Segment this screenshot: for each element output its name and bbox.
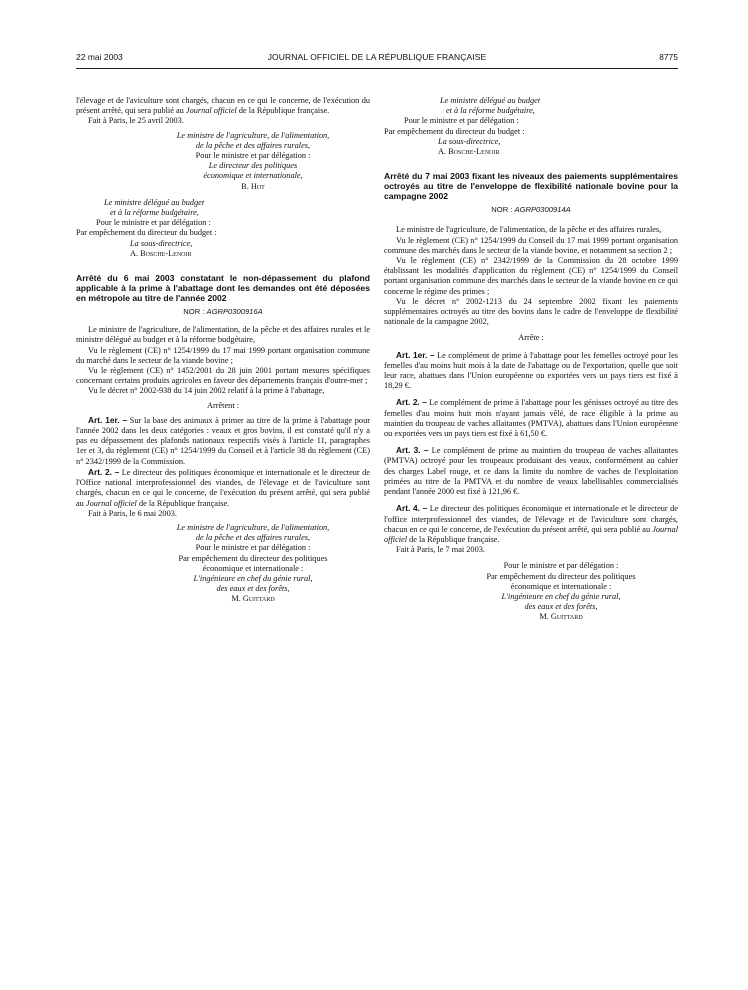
signing-date: Fait à Paris, le 25 avril 2003. (88, 116, 184, 126)
text-line: Art. 2. – (396, 397, 427, 408)
signature-block (384, 96, 678, 157)
text-line: Par empêchement du directeur du budget : (76, 228, 217, 238)
left-column (76, 96, 370, 605)
signatory-name: B. Hot (241, 181, 265, 191)
signature-block (76, 523, 370, 605)
preamble: Le ministre de l'agriculture, de l'alimentation, de la pêche et des affaires rurales et le ministre délégué au budget et à la réforme budgétaire, (76, 325, 370, 345)
article-2 (384, 397, 678, 439)
nor-reference (76, 307, 370, 317)
signature-block (76, 131, 370, 192)
text-line: l'élevage et de l'aviculture sont chargés, chacun en ce qui le concerne, de l'exécution du présent arrêté, qui sera publié au (76, 96, 370, 116)
signatory-name: A. Bosche-Lenoir (438, 147, 500, 157)
arrete-heading: Arrête : (518, 333, 544, 343)
text-line: et à la réforme budgétaire, (110, 208, 199, 218)
article-3 (384, 445, 678, 497)
text-line: Pour le ministre et par délégation : (503, 561, 619, 571)
text-line: Pour le ministre et par délégation : (195, 543, 311, 553)
signatory-name: M. Guittard (539, 612, 583, 622)
text-line: Journal officiel (85, 498, 137, 508)
text-line: économique et internationale : (202, 563, 304, 573)
page-number: 8775 (659, 52, 678, 62)
nor-reference (384, 205, 678, 215)
text-line: Par empêchement du directeur du budget : (384, 126, 525, 136)
text-line: économique et internationale : (510, 581, 612, 591)
visa: Vu le décret n° 2002-1213 du 24 septembre 2002 fixant les paiements supplémentaires octroyés au titre des bovins dans le cadre de l'enveloppe de flexibilité nationale de la campagne 2002, (384, 296, 678, 327)
signing-date: Fait à Paris, le 7 mai 2003. (396, 545, 485, 555)
text-line: Art. 3. – (396, 445, 429, 456)
header-date: 22 mai 2003 (76, 52, 123, 62)
decree-heading: Arrêté du 7 mai 2003 fixant les niveaux des paiements supplémentaires octroyés au titre de l'enveloppe de flexibilité nationale bovine pour la campagne 2002 (384, 171, 678, 202)
visa: Vu le décret n° 2002-938 du 14 juin 2002 relatif à la prime à l'abattage, (88, 386, 325, 396)
text-line: Art. 4. – (396, 503, 428, 514)
visa: Vu le règlement (CE) n° 2342/1999 de la Commission du 28 octobre 1999 établissant les modalités d'application du règlement (CE) n° 1254/1999 du Conseil portant organisation commune des marchés dans le secteur de la viande bovine en ce qui concerne le régime des primes ; (384, 256, 678, 296)
preamble: Le ministre de l'agriculture, de l'alimentation, de la pêche et des affaires rurales, (396, 225, 662, 235)
text-line: La sous-directrice, (130, 238, 193, 248)
visa: Vu le règlement (CE) n° 1254/1999 du 17 mai 1999 portant organisation commune du marché dans le secteur de la viande bovine ; (76, 345, 370, 365)
text-line: de la République française. (238, 106, 330, 116)
text-line: Art. 2. – (88, 466, 120, 477)
text-line: Le directeur des politiques économique et internationale et le directeur de l'Office national interprofessionnel des viandes, de l'élevage et de l'aviculture sont chargés, chacun en ce qui le concerne, de l'exécution du présent arrêté, qui sera publié au (76, 467, 370, 508)
text-line: Le directeur des politiques économique et internationale et le directeur de l'office interprofessionnel des viandes, de l'élevage et de l'aviculture sont chargés, chacun en ce qui le concerne, de l'exécution du présent arrêté, qui sera publié au (384, 504, 678, 534)
article-4 (384, 503, 678, 545)
text-line: L'ingénieure en chef du génie rural, (501, 591, 621, 601)
text-line: Journal officiel (384, 524, 679, 544)
text-line: Le complément de prime au maintien du troupeau de vaches allaitantes (PMTVA) octroyé pour les troupeaux produisant des veaux, conformément au cahier des charges Label rouge, et ce dans la limite du nombre de vaches de l'exploitation primées au titre de la PMTVA et du nombre de veaux labellisables commercialisés pendant l'année 2000 est fixé à 121,96 €. (384, 446, 678, 497)
text-line: Art. 1er. – (396, 349, 435, 360)
text-line: Le ministre délégué au budget (440, 96, 541, 105)
continued-paragraph (76, 96, 370, 116)
text-line: L'ingénieure en chef du génie rural, (193, 573, 313, 583)
text-line: de la République française. (138, 498, 230, 508)
text-line: économique et internationale, (203, 171, 303, 181)
text-line: de la République française. (409, 534, 500, 544)
signatory-name: M. Guittard (231, 594, 275, 604)
text-line: Journal officiel (185, 106, 237, 116)
text-line: AGRP0300916A (206, 307, 263, 317)
signing-date: Fait à Paris, le 6 mai 2003. (88, 508, 177, 518)
arretent-heading: Arrêtent : (206, 400, 240, 410)
text-line: de la pêche et des affaires rurales, (195, 533, 311, 543)
signature-block (76, 198, 370, 259)
decree-heading: Arrêté du 6 mai 2003 constatant le non-dépassement du plafond applicable à la prime à l'abattage dont les demandes ont été déposées en métropole au titre de l'année 2002 (76, 273, 370, 304)
text-line: AGRP0300914A (514, 205, 571, 215)
text-line: Le directeur des politiques (208, 161, 298, 171)
text-line: Pour le ministre et par délégation : (404, 116, 519, 126)
journal-title: JOURNAL OFFICIEL DE LA RÉPUBLIQUE FRANÇAISE (267, 52, 487, 62)
text-line: NOR : (491, 205, 513, 215)
text-line: des eaux et des forêts, (216, 584, 290, 594)
article-2 (76, 467, 370, 509)
text-line: Art. 1er. – (88, 414, 128, 425)
right-column (384, 96, 678, 623)
text-line: Pour le ministre et par délégation : (195, 151, 311, 161)
article-1 (76, 415, 370, 467)
signatory-name: A. Bosche-Lenoir (130, 248, 192, 258)
text-line: La sous-directrice, (438, 136, 501, 146)
text-line: Par empêchement du directeur des politiques (486, 571, 636, 581)
text-line: Le ministre délégué au budget (104, 197, 205, 207)
visa: Vu le règlement (CE) n° 1254/1999 du Conseil du 17 mai 1999 portant organisation commune des marchés dans le secteur de la viande bovine, et notamment sa section 2 ; (384, 235, 678, 255)
text-line: Le ministre de l'agriculture, de l'alimentation, (176, 130, 330, 140)
text-line: Par empêchement du directeur des politiques (178, 553, 328, 563)
text-line: Pour le ministre et par délégation : (96, 218, 211, 228)
visa: Vu le règlement (CE) n° 1452/2001 du 28 juin 2001 portant mesures spécifiques concernant certains produits agricoles en faveur des départements français d'outre-mer ; (76, 366, 370, 386)
text-line: Le ministre de l'agriculture, de l'alimentation, (176, 522, 330, 532)
header-rule (76, 68, 678, 69)
text-line: de la pêche et des affaires rurales, (195, 140, 311, 150)
text-line: des eaux et des forêts, (524, 602, 598, 612)
text-line: Le complément de prime à l'abattage pour les femelles octroyé pour les femelles d'au moins huit mois à la date de l'abattage ou de l'exportation, quelle que soit leur race, abattues dans l'Union européenne ou exportées vers un pays tiers est fixé à 18,29 €. (384, 350, 678, 391)
signature-block (384, 561, 678, 622)
running-header (76, 52, 678, 66)
text-line: Sur la base des animaux à primer au titre de la prime à l'abattage pour l'année 2002 dans les deux catégories : veaux et gros bovins, il est constaté qu'il n'y a pas eu dépassement des plafonds nationaux respectifs visés à l'article 11, paragraphes 1er et 3, du règlement (CE) n° 1254/1999 du Conseil et à l'article 38 du règlement (CE) n° 2342/1999 de la Commission. (76, 415, 370, 466)
article-1 (384, 350, 678, 392)
text-line: NOR : (183, 307, 205, 317)
text-line: et à la réforme budgétaire, (446, 106, 535, 116)
text-line: Le complément de prime à l'abattage pour les génisses octroyé au titre des femelles d'au moins huit mois n'ayant jamais vêlé, de race éligible à la prime au maintien du troupeau de vaches allaitantes (PMTVA), abattues dans l'Union européenne ou exportées vers un pays tiers est fixé à 61,50 €. (384, 398, 678, 439)
